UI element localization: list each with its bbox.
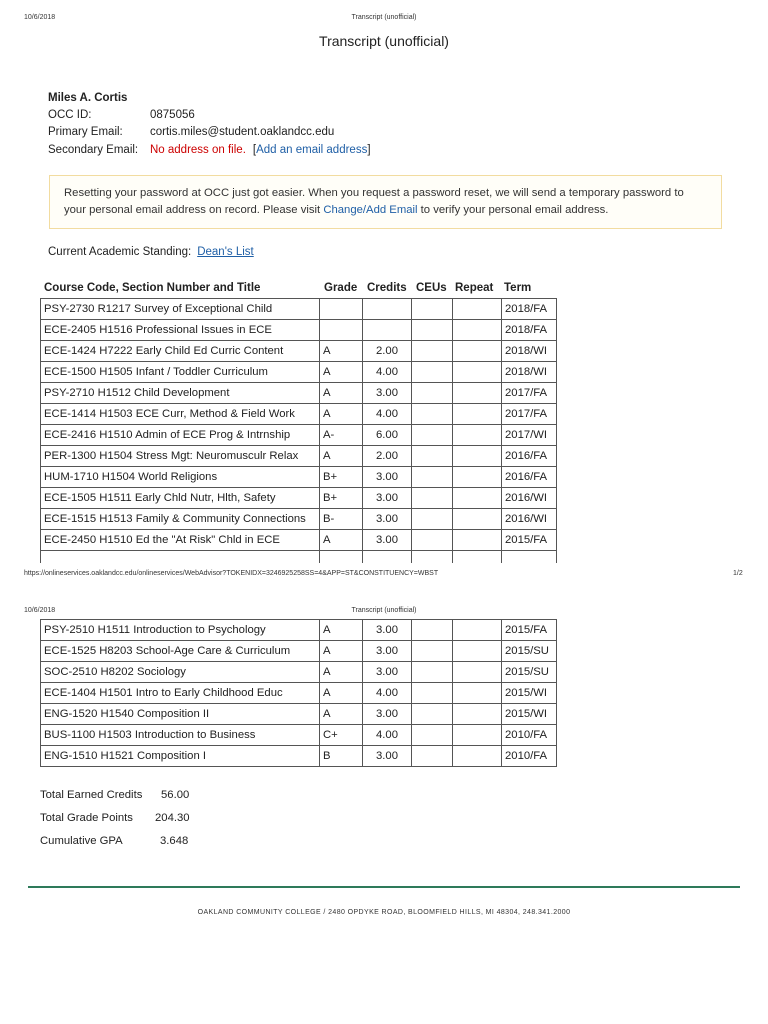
cell-credits: 3.00 (363, 620, 412, 641)
cell-grade: A (320, 704, 363, 725)
cell-term: 2015/WI (502, 683, 557, 704)
cell-repeat (453, 362, 502, 383)
cell-grade: A (320, 404, 363, 425)
cell-ceus (412, 641, 453, 662)
col-grade: Grade (324, 282, 358, 294)
cell-repeat (453, 467, 502, 488)
change-email-link[interactable]: Change/Add Email (323, 204, 418, 216)
cell-grade: A (320, 341, 363, 362)
primary-email-value: cortis.miles@student.oaklandcc.edu (150, 126, 335, 138)
cell-grade: A (320, 662, 363, 683)
totals-row (40, 829, 190, 852)
cell-term: 2015/SU (502, 641, 557, 662)
cell-ceus (412, 299, 453, 320)
print-header-title: Transcript (unofficial) (351, 14, 417, 21)
table-row (41, 725, 557, 746)
cell-course: PSY-2730 R1217 Survey of Exceptional Child (41, 299, 320, 320)
cell-ceus (412, 341, 453, 362)
cell-course: ECE-2405 H1516 Professional Issues in ECE (41, 320, 320, 341)
cell-ceus (412, 704, 453, 725)
cell-ceus (412, 746, 453, 767)
table-row (41, 746, 557, 767)
cell-credits: 4.00 (363, 404, 412, 425)
table-row (41, 299, 557, 320)
empty-cell (363, 551, 412, 564)
notice-text-after: to verify your personal email address. (417, 204, 609, 216)
cell-course: ECE-1414 H1503 ECE Curr, Method & Field Work (41, 404, 320, 425)
cell-credits: 4.00 (363, 683, 412, 704)
cell-term: 2015/FA (502, 620, 557, 641)
cell-ceus (412, 446, 453, 467)
cell-grade: B (320, 746, 363, 767)
cell-grade: B- (320, 509, 363, 530)
totals-label: Cumulative GPA (40, 834, 123, 847)
cell-grade: C+ (320, 725, 363, 746)
standing-label: Current Academic Standing: (48, 246, 192, 258)
table-row (41, 704, 557, 725)
table-row (41, 383, 557, 404)
empty-cell (453, 551, 502, 564)
empty-cell (320, 551, 363, 564)
cell-ceus (412, 467, 453, 488)
cell-credits: 4.00 (363, 725, 412, 746)
bracket-close: ] (367, 144, 371, 156)
cell-repeat (453, 446, 502, 467)
table-row (41, 320, 557, 341)
totals-value: 56.00 (161, 788, 190, 801)
cell-repeat (453, 641, 502, 662)
cell-course: BUS-1100 H1503 Introduction to Business (41, 725, 320, 746)
cell-repeat (453, 299, 502, 320)
print-url: https://onlineservices.oaklandcc.edu/onlineservices/WebAdvisor?TOKENIDX=3246925258SS=4&APP=ST&CONSTITUENCY=WBST (24, 570, 439, 577)
cell-repeat (453, 425, 502, 446)
cell-ceus (412, 383, 453, 404)
cell-course: ENG-1510 H1521 Composition I (41, 746, 320, 767)
deans-list-link[interactable]: Dean's List (197, 246, 254, 258)
cell-course: PSY-2510 H1511 Introduction to Psychology (41, 620, 320, 641)
secondary-email-row (48, 144, 371, 156)
secondary-email-value: No address on file. (150, 144, 246, 156)
cell-term: 2018/FA (502, 299, 557, 320)
cell-repeat (453, 383, 502, 404)
cell-ceus (412, 362, 453, 383)
totals-section (40, 783, 190, 852)
totals-row (40, 806, 190, 829)
cell-course: ECE-1424 H7222 Early Child Ed Curric Content (41, 341, 320, 362)
cell-repeat (453, 683, 502, 704)
totals-value: 3.648 (160, 834, 189, 847)
col-repeat: Repeat (455, 282, 494, 294)
totals-row (40, 783, 190, 806)
col-ceus: CEUs (416, 282, 447, 294)
cell-ceus (412, 320, 453, 341)
transcript-table-page1 (40, 298, 557, 563)
cell-term: 2018/WI (502, 341, 557, 362)
cell-repeat (453, 509, 502, 530)
cell-course: ECE-1500 H1505 Infant / Toddler Curriculum (41, 362, 320, 383)
cell-course: ECE-2450 H1510 Ed the "At Risk" Chld in ECE (41, 530, 320, 551)
cell-course: ECE-1404 H1501 Intro to Early Childhood Educ (41, 683, 320, 704)
cell-grade: A- (320, 425, 363, 446)
totals-value: 204.30 (155, 811, 190, 824)
cell-term: 2017/FA (502, 404, 557, 425)
cell-ceus (412, 488, 453, 509)
cell-repeat (453, 530, 502, 551)
add-email-link[interactable]: Add an email address (256, 144, 368, 156)
cell-credits: 3.00 (363, 467, 412, 488)
cell-grade: A (320, 383, 363, 404)
cell-credits: 3.00 (363, 383, 412, 404)
cell-term: 2010/FA (502, 725, 557, 746)
cell-repeat (453, 746, 502, 767)
cell-credits: 3.00 (363, 662, 412, 683)
cell-ceus (412, 662, 453, 683)
cell-course: SOC-2510 H8202 Sociology (41, 662, 320, 683)
page-title: Transcript (unofficial) (319, 33, 449, 49)
col-course: Course Code, Section Number and Title (44, 282, 261, 294)
cell-credits: 2.00 (363, 446, 412, 467)
table-row (41, 620, 557, 641)
cell-term: 2016/FA (502, 446, 557, 467)
cell-credits (363, 299, 412, 320)
cell-course: ECE-1515 H1513 Family & Community Connections (41, 509, 320, 530)
cell-grade: B+ (320, 488, 363, 509)
cell-ceus (412, 425, 453, 446)
cell-credits (363, 320, 412, 341)
table-row-cutoff (41, 551, 557, 564)
occ-id-row (48, 109, 195, 121)
cell-credits: 3.00 (363, 530, 412, 551)
cell-repeat (453, 662, 502, 683)
empty-cell (412, 551, 453, 564)
transcript-table-page2 (40, 619, 557, 767)
cell-term: 2015/FA (502, 530, 557, 551)
cell-repeat (453, 320, 502, 341)
cell-term: 2016/WI (502, 488, 557, 509)
cell-repeat (453, 341, 502, 362)
notice-text-before: Resetting your password at OCC just got easier. When you request a password reset, we will send a temporary password to your personal email address on record. Please visit (64, 187, 684, 216)
academic-standing (48, 246, 254, 258)
cell-ceus (412, 683, 453, 704)
cell-repeat (453, 704, 502, 725)
col-credits: Credits (367, 282, 407, 294)
cell-credits: 4.00 (363, 362, 412, 383)
cell-course: ECE-1505 H1511 Early Chld Nutr, Hlth, Safety (41, 488, 320, 509)
cell-term: 2018/FA (502, 320, 557, 341)
cell-course: ENG-1520 H1540 Composition II (41, 704, 320, 725)
table-row (41, 530, 557, 551)
cell-term: 2017/FA (502, 383, 557, 404)
secondary-email-label: Secondary Email: (48, 144, 139, 156)
cell-credits: 3.00 (363, 641, 412, 662)
cell-term: 2015/SU (502, 662, 557, 683)
print-page-number: 1/2 (733, 570, 743, 577)
cell-repeat (453, 725, 502, 746)
print-header-title-page2: Transcript (unofficial) (351, 607, 417, 614)
totals-label: Total Earned Credits (40, 788, 143, 801)
cell-ceus (412, 404, 453, 425)
cell-grade: A (320, 530, 363, 551)
password-notice (49, 175, 722, 229)
cell-credits: 2.00 (363, 341, 412, 362)
cell-term: 2015/WI (502, 704, 557, 725)
cell-credits: 3.00 (363, 509, 412, 530)
cell-grade (320, 299, 363, 320)
primary-email-row (48, 126, 334, 138)
cell-repeat (453, 620, 502, 641)
table-row (41, 446, 557, 467)
table-row (41, 488, 557, 509)
occ-id-value: 0875056 (150, 109, 195, 121)
table-row (41, 641, 557, 662)
cell-repeat (453, 488, 502, 509)
cell-grade (320, 320, 363, 341)
cell-repeat (453, 404, 502, 425)
table-row (41, 404, 557, 425)
table-row (41, 362, 557, 383)
cell-grade: A (320, 446, 363, 467)
cell-ceus (412, 530, 453, 551)
cell-credits: 6.00 (363, 425, 412, 446)
totals-label: Total Grade Points (40, 811, 133, 824)
cell-grade: A (320, 641, 363, 662)
cell-course: PER-1300 H1504 Stress Mgt: Neuromusculr Relax (41, 446, 320, 467)
cell-credits: 3.00 (363, 488, 412, 509)
cell-credits: 3.00 (363, 746, 412, 767)
print-date: 10/6/2018 (24, 14, 56, 21)
primary-email-label: Primary Email: (48, 126, 123, 138)
cell-ceus (412, 509, 453, 530)
cell-ceus (412, 725, 453, 746)
cell-credits: 3.00 (363, 704, 412, 725)
cell-term: 2017/WI (502, 425, 557, 446)
cell-term: 2016/FA (502, 467, 557, 488)
cell-grade: B+ (320, 467, 363, 488)
print-date-page2: 10/6/2018 (24, 607, 56, 614)
footer-divider (28, 886, 740, 888)
bracket-open: [ (252, 144, 257, 156)
table-row (41, 425, 557, 446)
cell-course: ECE-2416 H1510 Admin of ECE Prog & Intrnship (41, 425, 320, 446)
table-row (41, 509, 557, 530)
cell-course: ECE-1525 H8203 School-Age Care & Curriculum (41, 641, 320, 662)
table-row (41, 467, 557, 488)
cell-term: 2010/FA (502, 746, 557, 767)
cell-grade: A (320, 683, 363, 704)
cell-grade: A (320, 620, 363, 641)
table-row (41, 662, 557, 683)
cell-term: 2018/WI (502, 362, 557, 383)
empty-cell (41, 551, 320, 564)
cell-course: PSY-2710 H1512 Child Development (41, 383, 320, 404)
empty-cell (502, 551, 557, 564)
student-name: Miles A. Cortis (48, 92, 128, 104)
cell-grade: A (320, 362, 363, 383)
cell-ceus (412, 620, 453, 641)
table-row (41, 341, 557, 362)
col-term: Term (504, 282, 532, 294)
occ-id-label: OCC ID: (48, 109, 92, 121)
cell-term: 2016/WI (502, 509, 557, 530)
college-address: OAKLAND COMMUNITY COLLEGE / 2480 OPDYKE ROAD, BLOOMFIELD HILLS, MI 48304, 248.341.2000 (197, 909, 571, 916)
table-row (41, 683, 557, 704)
cell-course: HUM-1710 H1504 World Religions (41, 467, 320, 488)
